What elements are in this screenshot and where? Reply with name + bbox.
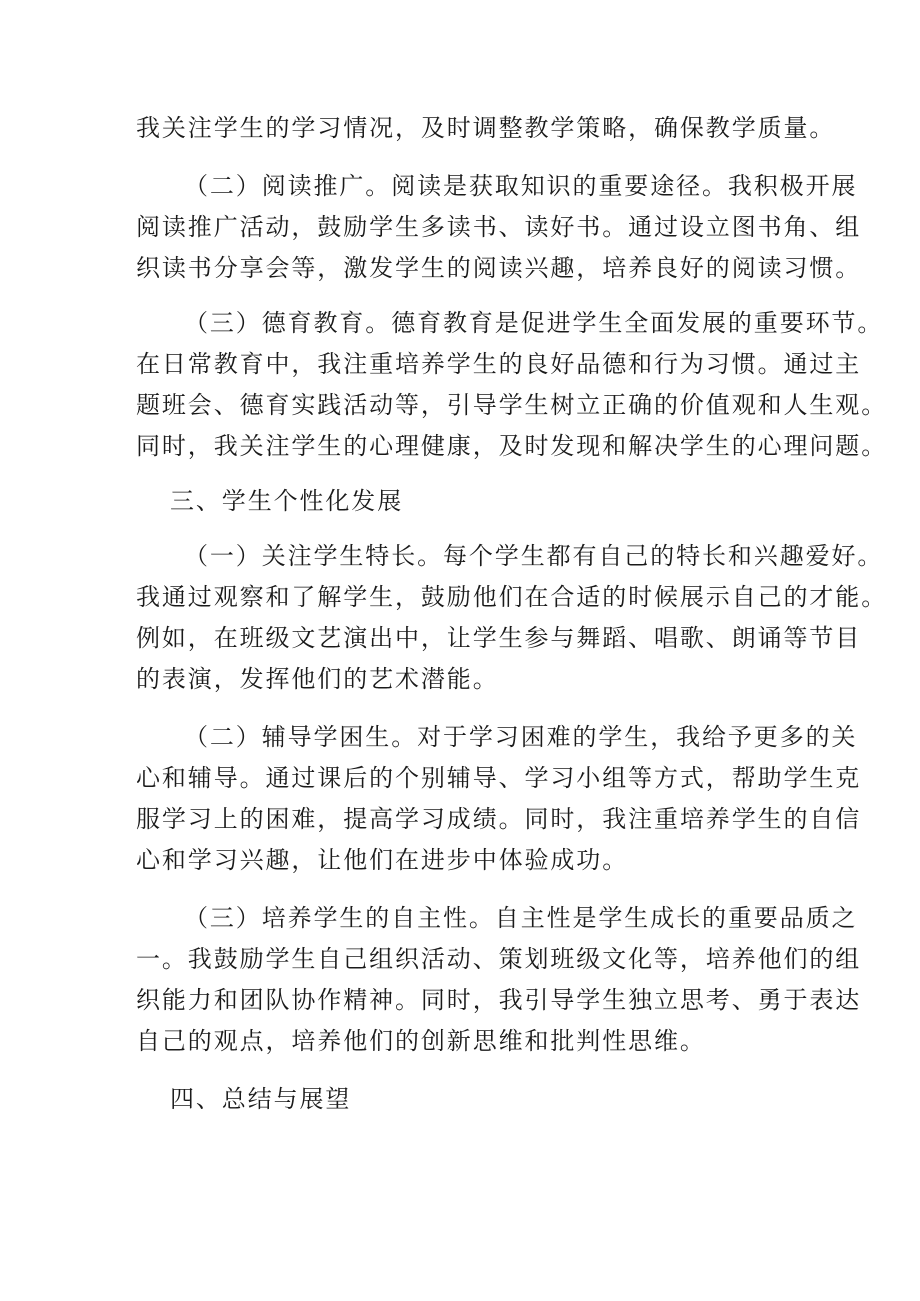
- paragraph-autonomy: [136, 898, 862, 1062]
- text-line: 题班会、德育实践活动等，引导学生树立正确的价值观和人生观。: [136, 391, 888, 419]
- text-line: （三）德育教育。德育教育是促进学生全面发展的重要环节。: [184, 309, 884, 337]
- text-line: 一。我鼓励学生自己组织活动、策划班级文化等，培养他们的组: [136, 945, 862, 973]
- text-line: （二）辅导学困生。对于学习困难的学生，我给予更多的关: [184, 723, 858, 751]
- paragraph-student-strengths: [136, 536, 888, 700]
- text-line: 织能力和团队协作精神。同时，我引导学生独立思考、勇于表达: [136, 986, 862, 1014]
- text-line: 我通过观察和了解学生，鼓励他们在合适的时候展示自己的才能。: [136, 583, 888, 611]
- text-line: 心和辅导。通过课后的个别辅导、学习小组等方式，帮助学生克: [136, 764, 862, 792]
- document-body: [136, 108, 888, 1120]
- paragraph-moral-education: [136, 303, 888, 467]
- section-heading-4: [136, 1079, 808, 1120]
- text-line: （一）关注学生特长。每个学生都有自己的特长和兴趣爱好。: [184, 542, 884, 570]
- text-line: 服学习上的困难，提高学习成绩。同时，我注重培养学生的自信: [136, 805, 862, 833]
- text-line: 阅读推广活动，鼓励学生多读书、读好书。通过设立图书角、组: [136, 213, 862, 241]
- paragraph-struggling-students: [136, 717, 862, 881]
- text-line: 织读书分享会等，激发学生的阅读兴趣，培养良好的阅读习惯。: [136, 254, 862, 282]
- text-line: 同时，我关注学生的心理健康，及时发现和解决学生的心理问题。: [136, 432, 888, 460]
- paragraph-continuation: [136, 108, 836, 149]
- text-line: 自己的观点，培养他们的创新思维和批判性思维。: [136, 1027, 706, 1055]
- heading-text: 三、学生个性化发展: [170, 487, 404, 515]
- heading-text: 四、总结与展望: [170, 1085, 352, 1113]
- section-heading-3: [136, 481, 808, 522]
- text-line: （二）阅读推广。阅读是获取知识的重要途径。我积极开展: [184, 172, 858, 200]
- text-line: （三）培养学生的自主性。自主性是学生成长的重要品质之: [184, 904, 858, 932]
- text-line: 我关注学生的学习情况，及时调整教学策略，确保教学质量。: [136, 114, 836, 142]
- text-line: 例如，在班级文艺演出中，让学生参与舞蹈、唱歌、朗诵等节目: [136, 624, 862, 652]
- paragraph-reading-promotion: [136, 166, 862, 289]
- text-line: 心和学习兴趣，让他们在进步中体验成功。: [136, 846, 629, 874]
- text-line: 在日常教育中，我注重培养学生的良好品德和行为习惯。通过主: [136, 350, 862, 378]
- text-line: 的表演，发挥他们的艺术潜能。: [136, 665, 499, 693]
